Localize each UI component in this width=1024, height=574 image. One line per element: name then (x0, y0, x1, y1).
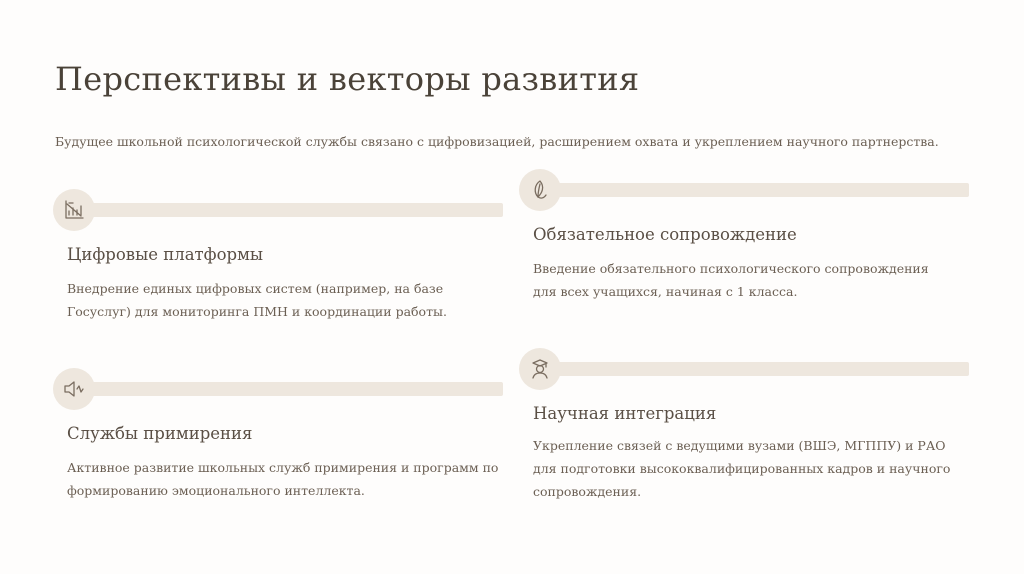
card-reconciliation-services (53, 368, 503, 508)
card-icon-badge (53, 189, 95, 231)
graduate-icon (528, 357, 552, 381)
card-icon-badge (519, 169, 561, 211)
card-title: Научная интеграция (533, 404, 717, 423)
card-mandatory-support (519, 169, 969, 309)
card-accent-bar (73, 382, 503, 396)
card-title: Цифровые платформы (67, 245, 264, 264)
card-title: Службы примирения (67, 424, 253, 443)
card-accent-bar (539, 362, 969, 376)
card-text: Введение обязательного психологического сопровождения для всех учащихся, начиная с 1 класса. (533, 261, 929, 299)
card-text: Укрепление связей с ведущими вузами (ВШЭ, МГППУ) и РАО для подготовки высококвалифицированных кадров и научного сопровождения. (533, 438, 951, 499)
card-text: Активное развитие школьных служб примирения и программ по формированию эмоционального интеллекта. (67, 460, 499, 498)
chart-icon (62, 198, 86, 222)
leaf-icon (528, 178, 552, 202)
card-title: Обязательное сопровождение (533, 225, 797, 244)
card-icon-badge (519, 348, 561, 390)
card-accent-bar (539, 183, 969, 197)
speaker-icon (62, 377, 86, 401)
page-subtitle: Будущее школьной психологической службы связано с цифровизацией, расширением охвата и укреплением научного партнерства. (55, 134, 939, 149)
card-accent-bar (73, 203, 503, 217)
page-title: Перспективы и векторы развития (55, 60, 640, 98)
card-scientific-integration (519, 348, 969, 508)
card-digital-platforms (53, 189, 503, 329)
card-icon-badge (53, 368, 95, 410)
card-text: Внедрение единых цифровых систем (например, на базе Госуслуг) для мониторинга ПМН и координации работы. (67, 281, 447, 319)
